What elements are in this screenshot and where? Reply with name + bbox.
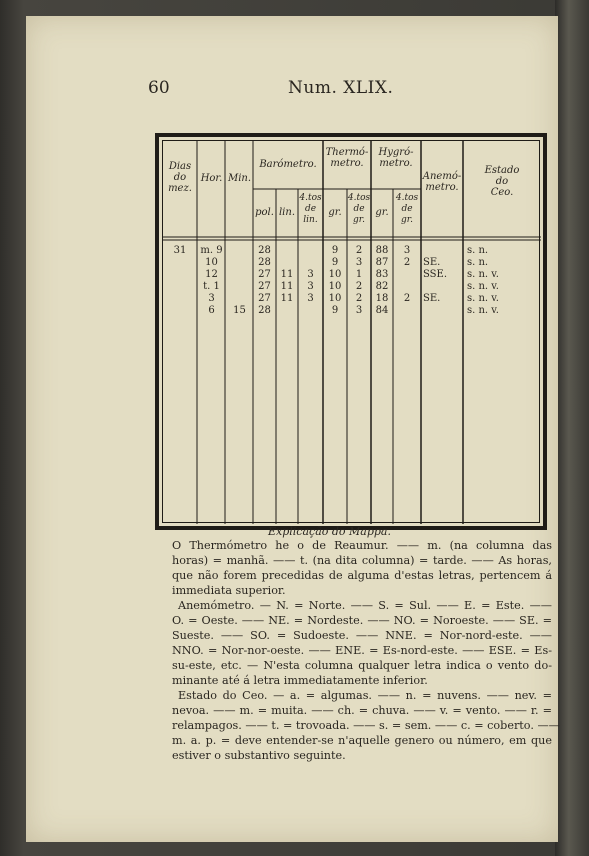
header-hygrometro-1: Hygró- xyxy=(378,147,414,158)
row-5-min: 15 xyxy=(233,305,246,316)
header-th-quartos-1: 4.tos xyxy=(347,193,371,203)
explanation-line-15: estiver o substantivo seguinte. xyxy=(172,749,346,762)
header-pol: pol. xyxy=(255,207,274,218)
row-4-q-lin: 3 xyxy=(307,293,314,304)
row-4-th-q: 2 xyxy=(355,293,363,304)
header-quartos-lin xyxy=(298,193,323,226)
header-th-quartos xyxy=(347,193,371,226)
row-5-estado: s. n. v. xyxy=(467,305,499,316)
meteorological-table xyxy=(155,133,547,530)
explanation-caption: Explicação do Mappa. xyxy=(268,525,391,538)
row-3-hy-gr: 82 xyxy=(375,281,389,292)
book-spine-edge xyxy=(555,0,589,856)
header-thermometro xyxy=(323,147,371,169)
row-1-th-q: 3 xyxy=(355,257,363,268)
header-dias-line2: do xyxy=(173,172,187,183)
explanation-line-9: su-este, etc. — N'esta columna qualquer letra indica o vento do- xyxy=(172,659,552,672)
header-estado-2: do xyxy=(495,176,509,187)
row-4-pol: 27 xyxy=(258,293,271,304)
row-0-hy-gr: 88 xyxy=(375,245,389,256)
row-4-hy-q: 2 xyxy=(403,293,411,304)
explanation-line-14: m. a. p. = deve entender-se n'aquelle genero ou número, em que xyxy=(172,734,552,747)
explanation-line-3: que não forem precedidas de alguma d'estas letras, pertencem á xyxy=(172,569,552,582)
header-min: Min. xyxy=(227,173,252,184)
header-thermometro-1: Thermó- xyxy=(325,147,369,158)
header-quartos-lin-3: lin. xyxy=(303,215,318,225)
page-number: 60 xyxy=(148,78,170,98)
explanation-line-10: minante até á letra immediatamente inferior. xyxy=(172,674,428,687)
explanation-line-6: O. = Oeste. —— NE. = Nordeste. —— NO. = Noroeste. —— SE. = xyxy=(172,614,552,627)
header-hor: Hor. xyxy=(200,173,223,184)
row-3-lin: 11 xyxy=(280,281,294,292)
header-hy-quartos-2: de xyxy=(401,204,413,214)
row-2-anem: SSE. xyxy=(423,269,448,280)
header-anemometro-1: Anemó- xyxy=(422,171,462,182)
explanation-line-12: nevoa. —— m. = muita. —— ch. = chuva. —— v. = vento. —— r. = xyxy=(172,704,552,717)
row-1-hy-gr: 87 xyxy=(375,257,389,268)
row-3-hor: t. 1 xyxy=(203,281,220,292)
explanation-line-4: immediata superior. xyxy=(172,584,286,597)
row-4-hy-gr: 18 xyxy=(375,293,389,304)
header-thermometro-2: metro. xyxy=(330,158,364,169)
header-anemometro-2: metro. xyxy=(425,182,459,193)
row-4-anem: SE. xyxy=(423,293,441,304)
header-estado-3: Ceo. xyxy=(490,187,514,198)
row-1-pol: 28 xyxy=(258,257,271,268)
row-0-dia: 31 xyxy=(173,245,187,256)
table-inner-border xyxy=(162,140,540,523)
header-hy-quartos xyxy=(393,193,421,226)
explanation-line-7: Sueste. —— SO. = Sudoeste. —— NNE. = Nor-nord-este. —— xyxy=(172,629,552,642)
explanation-line-11: Estado do Ceo. — a. = algumas. —— n. = nuvens. —— nev. = xyxy=(178,689,552,702)
header-th-quartos-2: de xyxy=(353,204,365,214)
row-2-th-q: 1 xyxy=(355,269,363,280)
row-5-th-q: 3 xyxy=(355,305,363,316)
header-dias xyxy=(165,161,195,194)
header-quartos-lin-2: de xyxy=(304,204,317,214)
row-3-th-gr: 10 xyxy=(328,281,342,292)
header-estado xyxy=(463,165,541,198)
header-hygrometro-2: metro. xyxy=(379,158,413,169)
row-3-th-q: 2 xyxy=(355,281,363,292)
row-5-hy-gr: 84 xyxy=(375,305,389,316)
header-anemometro xyxy=(421,171,463,193)
explanation-line-5: Anemómetro. — N. = Norte. —— S. = Sul. —— E. = Este. —— xyxy=(178,599,552,612)
row-0-pol: 28 xyxy=(258,245,271,256)
header-hy-gr: gr. xyxy=(375,207,389,218)
running-head: Num. XLIX. xyxy=(288,78,394,98)
explanation-line-8: NNO. = Nor-nor-oeste. —— ENE. = Es-nord-este. —— ESE. = Es- xyxy=(172,644,552,657)
explanation-line-2: horas) = manhã. —— t. (na dita columna) = tarde. —— As horas, xyxy=(172,554,552,567)
row-2-th-gr: 10 xyxy=(328,269,342,280)
row-4-estado: s. n. v. xyxy=(467,293,499,304)
row-2-hor: 12 xyxy=(205,269,218,280)
row-1-estado: s. n. xyxy=(467,257,489,268)
row-2-q-lin: 3 xyxy=(307,269,314,280)
row-4-lin: 11 xyxy=(280,293,294,304)
row-4-hor: 3 xyxy=(208,293,215,304)
row-5-pol: 28 xyxy=(258,305,271,316)
row-4-th-gr: 10 xyxy=(328,293,342,304)
row-1-th-gr: 9 xyxy=(331,257,339,268)
page-header xyxy=(26,78,558,104)
book-page xyxy=(26,16,558,842)
header-lin: lin. xyxy=(278,207,295,218)
header-th-gr: gr. xyxy=(328,207,342,218)
row-3-estado: s. n. v. xyxy=(467,281,499,292)
row-1-hor: 10 xyxy=(205,257,218,268)
row-1-anem: SE. xyxy=(423,257,441,268)
header-hy-quartos-3: gr. xyxy=(401,215,413,225)
row-1-hy-q: 2 xyxy=(403,257,411,268)
row-5-th-gr: 9 xyxy=(331,305,339,316)
explanation-line-13: relampagos. —— t. = trovoada. —— s. = sem. —— c. = coberto. —— xyxy=(172,719,560,732)
row-2-pol: 27 xyxy=(258,269,271,280)
header-quartos-lin-1: 4.tos xyxy=(299,193,322,203)
row-0-th-gr: 9 xyxy=(331,245,339,256)
explanation-line-1: O Thermómetro he o de Reaumur. —— m. (na columna das xyxy=(172,539,552,552)
row-0-th-q: 2 xyxy=(355,245,363,256)
row-3-q-lin: 3 xyxy=(307,281,314,292)
row-2-hy-gr: 83 xyxy=(375,269,389,280)
row-0-hor: m. 9 xyxy=(200,245,223,256)
header-hygrometro xyxy=(371,147,421,169)
header-th-quartos-3: gr. xyxy=(353,215,365,225)
row-0-hy-q: 3 xyxy=(403,245,411,256)
row-5-hor: 6 xyxy=(208,305,215,316)
row-0-estado: s. n. xyxy=(467,245,489,256)
header-dias-line1: Dias xyxy=(168,161,192,172)
row-2-lin: 11 xyxy=(280,269,294,280)
header-hy-quartos-1: 4.tos xyxy=(395,193,419,203)
header-dias-line3: mez. xyxy=(168,183,192,194)
header-estado-1: Estado xyxy=(484,165,520,176)
row-3-pol: 27 xyxy=(258,281,271,292)
row-2-estado: s. n. v. xyxy=(467,269,499,280)
header-barometro: Barómetro. xyxy=(259,159,317,170)
